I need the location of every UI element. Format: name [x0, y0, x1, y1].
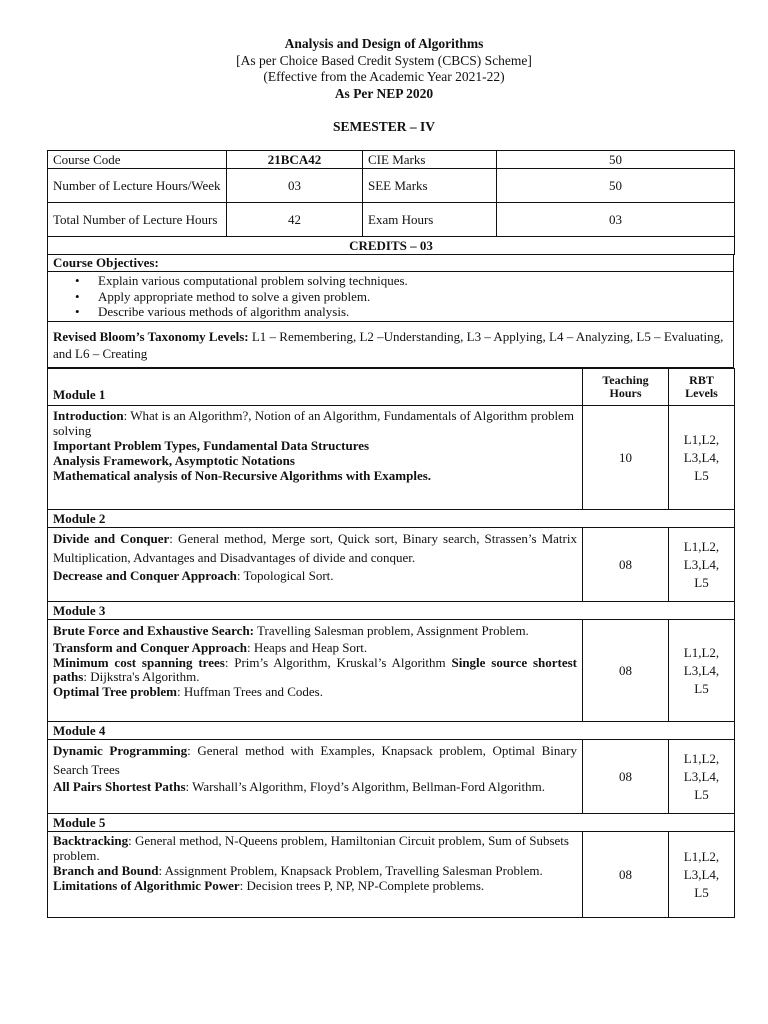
exam-hours-label: Exam Hours [363, 203, 497, 237]
module-5-rbt: L1,L2, L3,L4, L5 [669, 832, 735, 918]
module-2-hours: 08 [583, 528, 669, 602]
module-5-hours: 08 [583, 832, 669, 918]
module-2-content-row [48, 528, 735, 602]
cie-marks-value: 50 [497, 151, 735, 169]
lecture-hours-value: 03 [227, 169, 363, 203]
lecture-hours-row [48, 169, 735, 203]
credits-label: CREDITS – 03 [48, 237, 735, 255]
module-4-content-row [48, 740, 735, 814]
exam-hours-value: 03 [497, 203, 735, 237]
nep-line: As Per NEP 2020 [334, 85, 434, 101]
objectives-list-box [47, 272, 734, 322]
semester-heading: SEMESTER – IV [332, 119, 436, 134]
document-header [0, 36, 768, 102]
module-1-rbt: L1,L2, L3,L4, L5 [669, 406, 735, 510]
module-3-rbt: L1,L2, L3,L4, L5 [669, 620, 735, 722]
module-4-header-row [48, 722, 735, 740]
module-5-description: Backtracking: General method, N-Queens problem, Hamiltonian Circuit problem, Sum of Subsets problem. Branch and Bound: Assignment Problem, Knapsack Problem, Travelling Salesman Problem. Limitations of Algorithmic Power: Decision trees P, NP, NP-Complete problems. [48, 832, 583, 918]
effective-line: (Effective from the Academic Year 2021-22) [263, 69, 505, 84]
module-5-content-row [48, 832, 735, 918]
module-5-title: Module 5 [48, 814, 735, 832]
module-5-header-row [48, 814, 735, 832]
module-1-description: Introduction: What is an Algorithm?, Notion of an Algorithm, Fundamentals of Algorithm problem solving Important Problem Types, Fundamental Data Structures Analysis Framework, Asymptotic Notations Mathematical analysis of Non-Recursive Algorithms with Examples. [48, 406, 583, 510]
module-4-description: Dynamic Programming: General method with Examples, Knapsack problem, Optimal Binary Search Trees All Pairs Shortest Paths: Warshall’s Algorithm, Floyd’s Algorithm, Bellman-Ford Algorithm. [48, 740, 583, 814]
module-2-header-row [48, 510, 735, 528]
course-code-row [48, 151, 735, 169]
course-info-table [47, 150, 735, 255]
see-marks-label: SEE Marks [363, 169, 497, 203]
module-2-description: Divide and Conquer: General method, Merge sort, Quick sort, Binary search, Strassen’s Matrix Multiplication, Advantages and Disadvantages of divide and conquer. Decrease and Conquer Approach: Topological Sort. [48, 528, 583, 602]
lecture-hours-label: Number of Lecture Hours/Week [48, 169, 227, 203]
course-code-label: Course Code [48, 151, 227, 169]
credits-row [48, 237, 735, 255]
module-4-hours: 08 [583, 740, 669, 814]
total-hours-value: 42 [227, 203, 363, 237]
module-1-content-row [48, 406, 735, 510]
objectives-list [53, 273, 728, 320]
bullet-icon: • [75, 273, 80, 288]
rbt-levels-header: RBT Levels [669, 369, 735, 406]
module-3-header-row [48, 602, 735, 620]
blooms-label: Revised Bloom’s Taxonomy Levels: [53, 329, 249, 344]
objectives-heading: Course Objectives: [53, 255, 159, 270]
objective-item: • Explain various computational problem solving techniques. [75, 273, 408, 288]
module-4-title: Module 4 [48, 722, 735, 740]
objective-item: • Apply appropriate method to solve a given problem. [75, 288, 371, 304]
blooms-text: L1 – Remembering, L2 –Understanding, L3 – Applying, L4 – Analyzing, L5 – Evaluating, and L6 – Creating [53, 329, 724, 361]
module-1-hours: 10 [583, 406, 669, 510]
module-1-header-row [48, 369, 735, 406]
total-hours-label: Total Number of Lecture Hours [48, 203, 227, 237]
course-title: Analysis and Design of Algorithms [284, 36, 484, 51]
blooms-box [47, 322, 734, 368]
bullet-icon: • [75, 288, 80, 304]
see-marks-value: 50 [497, 169, 735, 203]
bullet-icon: • [75, 304, 80, 319]
objectives-heading-box [47, 254, 734, 272]
modules-table [47, 368, 735, 918]
module-3-title: Module 3 [48, 602, 735, 620]
module-2-rbt: L1,L2, L3,L4, L5 [669, 528, 735, 602]
module-1-title: Module 1 [48, 369, 583, 406]
module-3-content-row [48, 620, 735, 722]
course-code-value: 21BCA42 [227, 151, 363, 169]
scheme-line: [As per Choice Based Credit System (CBCS) Scheme] [236, 52, 532, 68]
module-3-description: Brute Force and Exhaustive Search: Travelling Salesman problem, Assignment Problem. Transform and Conquer Approach: Heaps and Heap Sort. Minimum cost spanning trees: Prim’s Algorithm, Kruskal’s Algorithm Single source shortest paths: Dijkstra's Algorithm. Optimal Tree problem: Huffman Trees and Codes. [48, 620, 583, 722]
module-3-hours: 08 [583, 620, 669, 722]
cie-marks-label: CIE Marks [363, 151, 497, 169]
objective-item: • Describe various methods of algorithm analysis. [75, 304, 350, 319]
module-2-title: Module 2 [48, 510, 735, 528]
module-4-rbt: L1,L2, L3,L4, L5 [669, 740, 735, 814]
total-hours-row [48, 203, 735, 237]
teaching-hours-header: Teaching Hours [583, 369, 669, 406]
